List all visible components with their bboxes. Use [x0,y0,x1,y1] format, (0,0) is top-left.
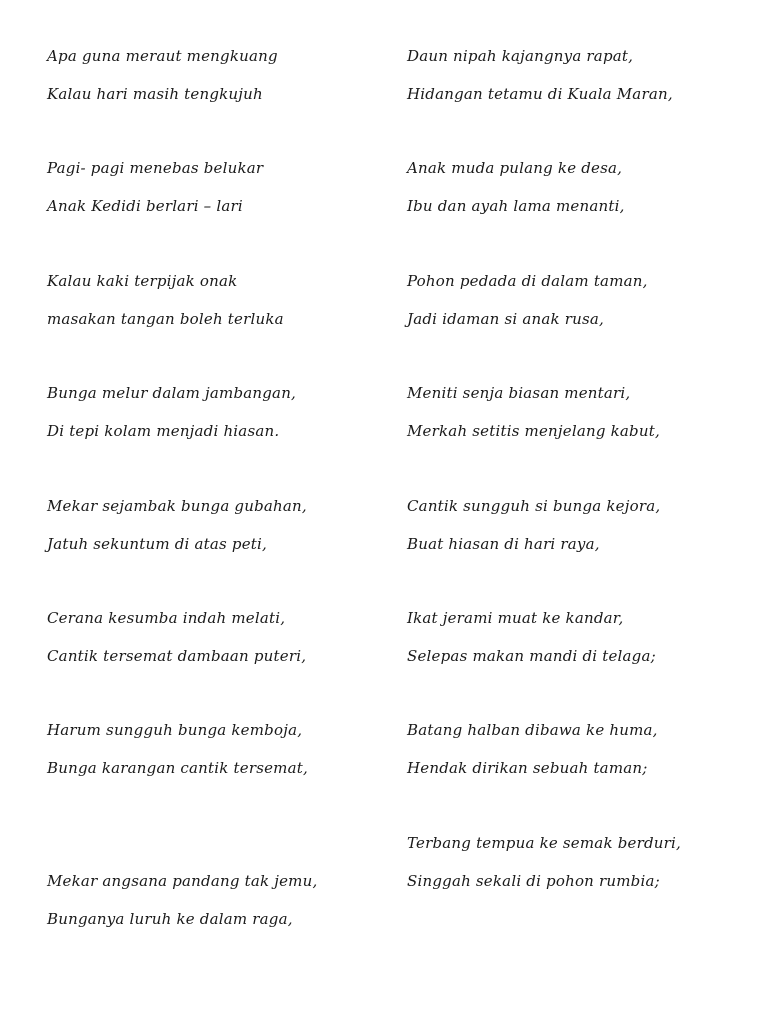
verse-line: Buat hiasan di hari raya, [407,535,600,553]
verse-line: Merkah setitis menjelang kabut, [407,422,660,440]
verse-line: Selepas makan mandi di telaga; [407,647,656,665]
verse-line: Cerana kesumba indah melati, [47,609,286,627]
right-column [407,0,747,1024]
verse-line: Singgah sekali di pohon rumbia; [407,872,660,890]
verse-line: Cantik tersemat dambaan puteri, [47,647,307,665]
verse-line: Hidangan tetamu di Kuala Maran, [407,85,673,103]
verse-line: Anak Kedidi berlari – lari [47,197,243,215]
verse-line: Kalau kaki terpijak onak [47,272,238,290]
verse-line: Daun nipah kajangnya rapat, [407,47,634,65]
verse-line: Bunga melur dalam jambangan, [47,384,297,402]
verse-line: Jatuh sekuntum di atas peti, [47,535,267,553]
verse-line: Batang halban dibawa ke huma, [407,721,658,739]
verse-line: Kalau hari masih tengkujuh [47,85,263,103]
verse-line: Meniti senja biasan mentari, [407,384,631,402]
verse-line: Harum sungguh bunga kemboja, [47,721,303,739]
left-column [47,0,387,1024]
verse-line: Jadi idaman si anak rusa, [407,310,604,328]
verse-line: Apa guna meraut mengkuang [47,47,278,65]
verse-line: masakan tangan boleh terluka [47,310,284,328]
verse-line: Cantik sungguh si bunga kejora, [407,497,661,515]
verse-line: Mekar sejambak bunga gubahan, [47,497,307,515]
verse-line: Ibu dan ayah lama menanti, [407,197,625,215]
verse-line: Bunga karangan cantik tersemat, [47,759,308,777]
verse-line: Di tepi kolam menjadi hiasan. [47,422,280,440]
verse-line: Pagi- pagi menebas belukar [47,159,264,177]
verse-line: Anak muda pulang ke desa, [407,159,623,177]
verse-line: Ikat jerami muat ke kandar, [407,609,624,627]
verse-line: Terbang tempua ke semak berduri, [407,834,681,852]
verse-line: Hendak dirikan sebuah taman; [407,759,648,777]
verse-line: Pohon pedada di dalam taman, [407,272,648,290]
verse-line: Mekar angsana pandang tak jemu, [47,872,318,890]
verse-line: Bunganya luruh ke dalam raga, [47,910,293,928]
